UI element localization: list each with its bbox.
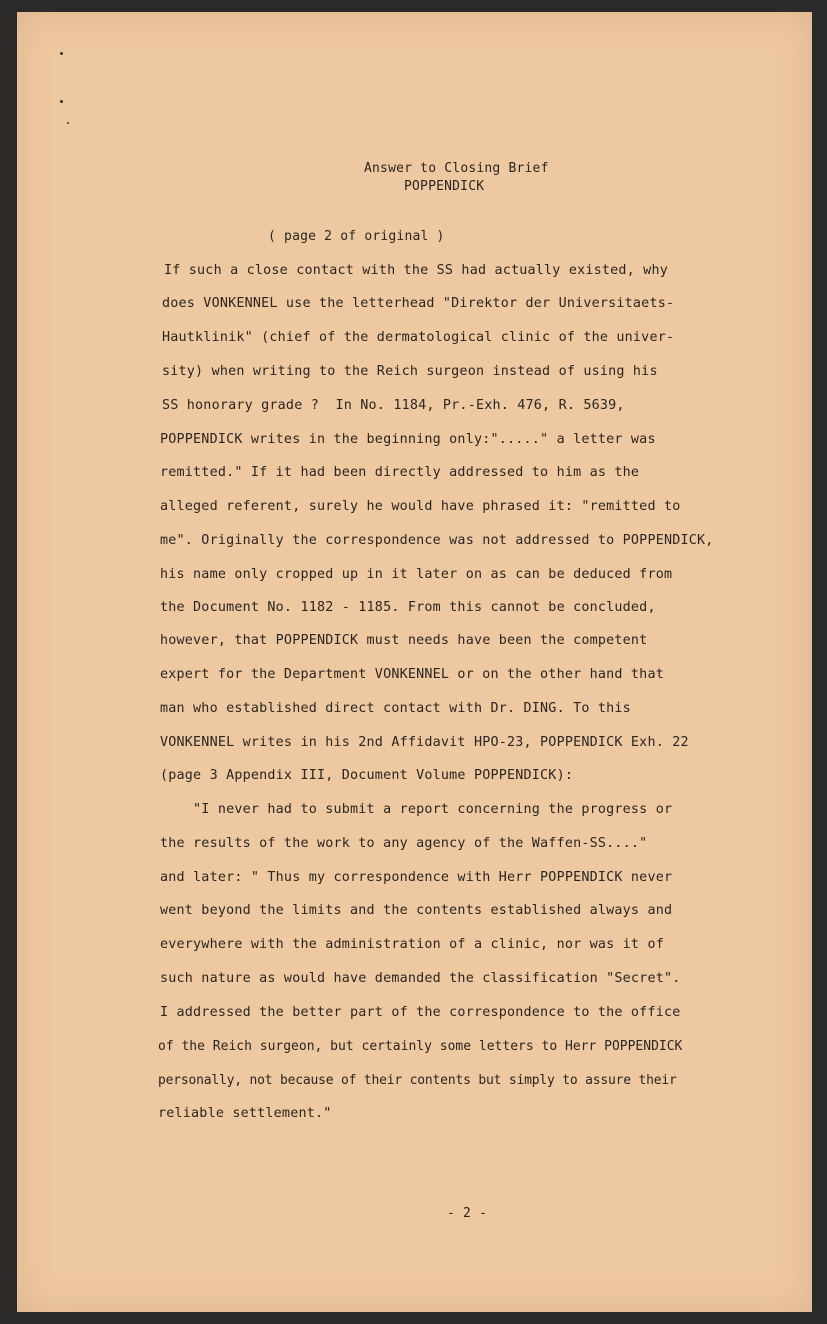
body-line: expert for the Department VONKENNEL or on the other hand that <box>160 667 664 682</box>
punch-mark <box>67 122 69 124</box>
body-line: man who established direct contact with Dr. DING. To this <box>160 701 631 716</box>
document-page <box>17 12 812 1312</box>
quote-line: I addressed the better part of the correspondence to the office <box>160 1005 681 1020</box>
body-line: sity) when writing to the Reich surgeon instead of using his <box>162 364 658 379</box>
document-subject: POPPENDICK <box>404 179 485 194</box>
body-line: remitted." If it had been directly addressed to him as the <box>160 465 640 480</box>
page-reference: ( page 2 of original ) <box>268 229 445 244</box>
body-line: POPPENDICK writes in the beginning only:"....." a letter was <box>160 432 656 447</box>
quote-line: and later: " Thus my correspondence with Herr POPPENDICK never <box>160 870 673 885</box>
quote-line: "I never had to submit a report concerning the progress or <box>160 802 673 817</box>
body-line: the Document No. 1182 - 1185. From this cannot be concluded, <box>160 600 656 615</box>
punch-mark <box>60 100 63 103</box>
body-line: SS honorary grade ? In No. 1184, Pr.-Exh. 476, R. 5639, <box>162 398 625 413</box>
body-line: Hautklinik" (chief of the dermatological clinic of the univer- <box>162 330 675 345</box>
body-line: me". Originally the correspondence was not addressed to POPPENDICK, <box>160 533 714 548</box>
quote-line: everywhere with the administration of a clinic, nor was it of <box>160 937 664 952</box>
quote-line: of the Reich surgeon, but certainly some letters to Herr POPPENDICK <box>158 1039 683 1054</box>
body-line: does VONKENNEL use the letterhead "Direktor der Universitaets- <box>162 296 675 311</box>
page-number: - 2 - <box>447 1206 488 1221</box>
quote-line: such nature as would have demanded the classification "Secret". <box>160 971 681 986</box>
body-line: however, that POPPENDICK must needs have been the competent <box>160 633 648 648</box>
quote-line: the results of the work to any agency of the Waffen-SS...." <box>160 836 648 851</box>
quote-line: personally, not because of their contents but simply to assure their <box>158 1073 677 1088</box>
body-line: If such a close contact with the SS had actually existed, why <box>164 263 668 278</box>
quote-line: reliable settlement." <box>158 1106 332 1121</box>
document-title: Answer to Closing Brief <box>364 161 549 176</box>
punch-mark <box>60 52 63 55</box>
quote-line: went beyond the limits and the contents established always and <box>160 903 673 918</box>
body-line: VONKENNEL writes in his 2nd Affidavit HPO-23, POPPENDICK Exh. 22 <box>160 735 689 750</box>
body-line: his name only cropped up in it later on as can be deduced from <box>160 567 673 582</box>
body-line: alleged referent, surely he would have phrased it: "remitted to <box>160 499 681 514</box>
body-line: (page 3 Appendix III, Document Volume POPPENDICK): <box>160 768 574 783</box>
